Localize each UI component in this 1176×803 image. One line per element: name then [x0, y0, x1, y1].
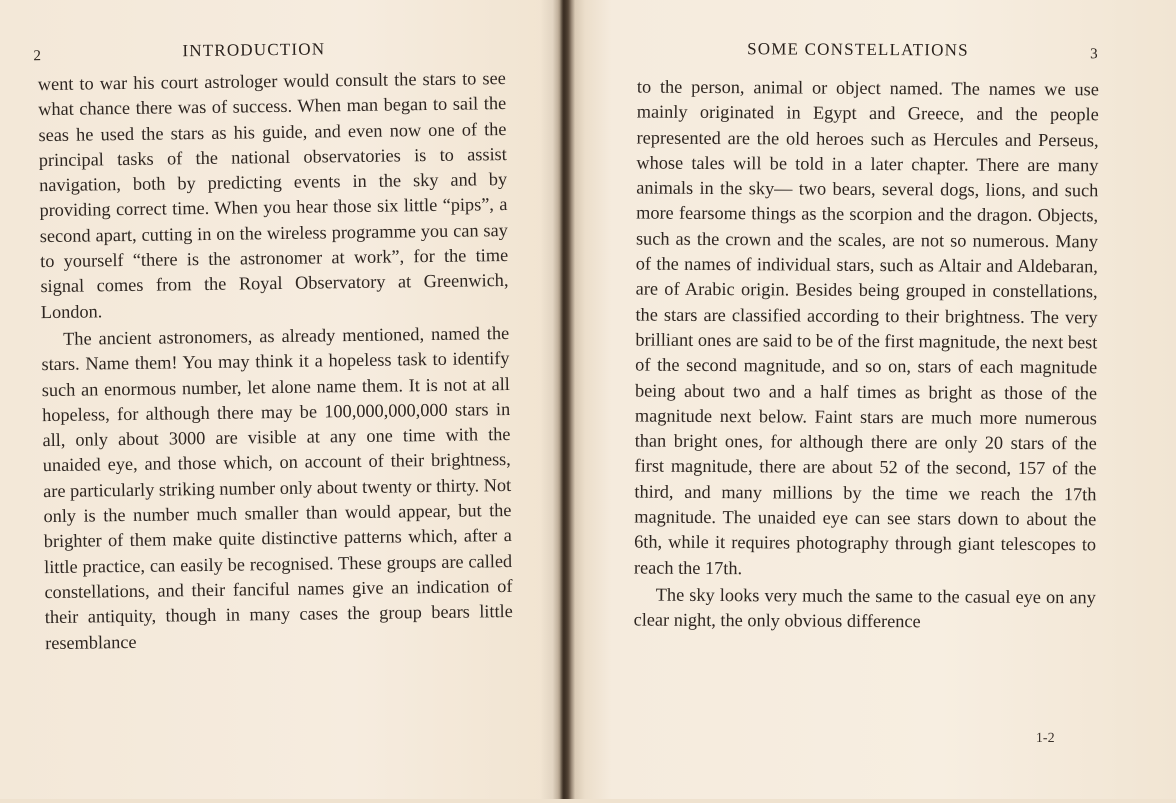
paragraph: went to war his court astrologer would consult the stars to see what chance there was of success. When man began to sail the seas he used the stars as his guide, and even now one of the principal tasks of the national observatories is to assist navigation, both by predicting events in the sky and by providing correct time. When you hear those six little “pips”, a second apart, cutting in on the wireless programme you can say to yourself “there is the astronomer at work”, for the time signal comes from the Royal Observatory at Greenwich, London. — [37, 68, 509, 322]
signature-mark: 1-2 — [1035, 730, 1055, 747]
page-body — [634, 75, 1099, 636]
running-head: INTRODUCTION — [182, 39, 326, 61]
paragraph: The ancient astronomers, as already mentioned, named the stars. Name them! You may think it a hopeless task to identify such an enormous number, let alone name them. It is not at all hopeless, for although there may be 100,000,000,000 stars in all, only about 3000 are visible at any one time with the unaided eye, and those which, on account of their brightness, are particularly striking number only about twenty or thirty. Not only is the number much smaller than would appear, but the brighter of them make quite distinctive patterns which, after a little practice, can easily be recognised. These groups are called constellations, and their fanciful names give an indication of their antiquity, though in many cases the group bears little resemblance — [41, 322, 513, 653]
left-page — [0, 0, 565, 803]
paragraph: to the person, animal or object named. The names we use mainly originated in Egypt and Greece, and the people represented are the old heroes such as Hercules and Perseus, whose tales will be told in a later chapter. There are many animals in the sky— two bears, several dogs, lions, and such more fearsome things as the scorpion and the dragon. Objects, such as the crown and the scales, are not so numerous. Many of the names of individual stars, such as Altair and Aldebaran, are of Arabic origin. Besides being grouped in constellations, the stars are classified according to their brightness. The very brilliant ones are said to be of the first magnitude, the next best of the second magnitude, and so on, stars of each magnitude being about two and a half times as bright as those of the magnitude next below. Faint stars are much more numerous than bright ones, for although there are only 20 stars of the first magnitude, there are about 52 of the second, 157 of the third, and many millions by the time we reach the 17th magnitude. The unaided eye can see stars down to about the 6th, while it requires photography through giant telescopes to reach the 17th. — [633, 76, 1099, 578]
paragraph: The sky looks very much the same to the casual eye on any clear night, the only obvious difference — [633, 584, 1096, 632]
running-head: SOME CONSTELLATIONS — [747, 39, 969, 60]
right-page — [573, 0, 1176, 801]
page-number: 2 — [33, 48, 42, 65]
page-number: 3 — [1090, 46, 1098, 63]
page-body — [38, 66, 514, 656]
